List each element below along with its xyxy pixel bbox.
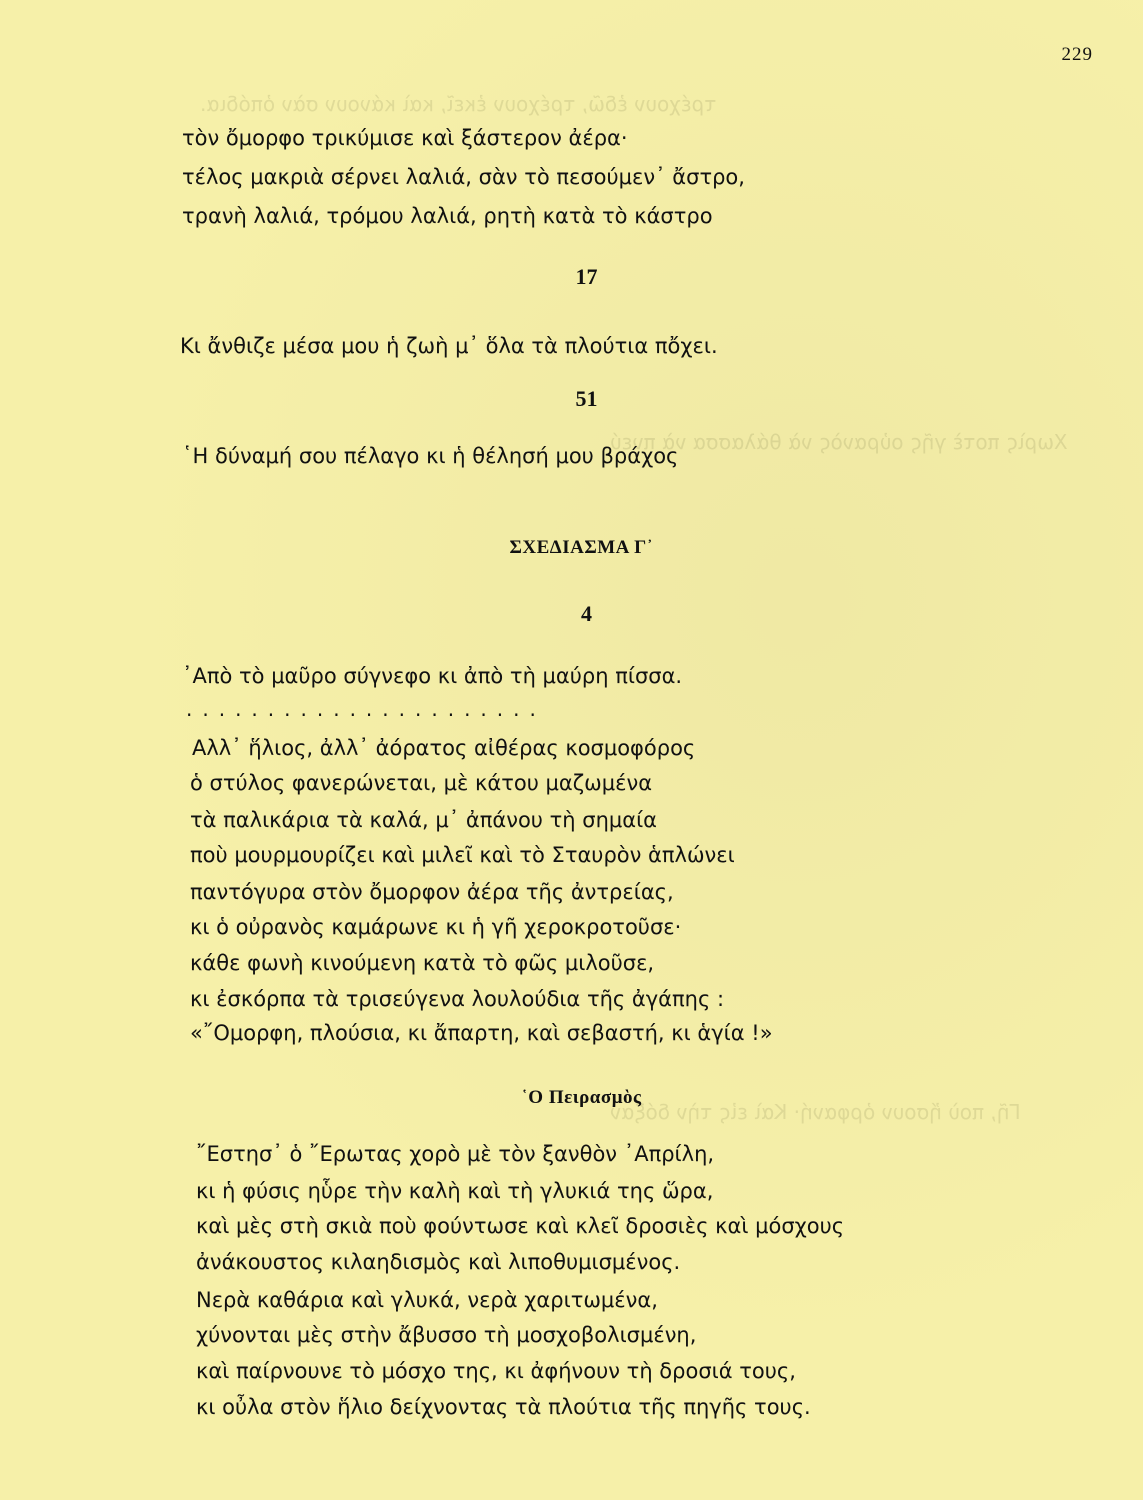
- verse-line: ἀνάκουστος κιλαηδισμὸς καὶ λιποθυμισμένος.: [196, 1250, 681, 1274]
- show-through-decoration: Χωρὶς ποτὲ γῆς οὐρανὸς νὰ θάλασσα νὰ πνεύ: [610, 430, 1068, 454]
- verse-line: κι ἡ φύσις ηὗρε τὴν καλὴ καὶ τὴ γλυκιά της ὥρα,: [196, 1179, 714, 1203]
- verse-line: κάθε φωνὴ κινούμενη κατὰ τὸ φῶς μιλοῦσε,: [190, 951, 655, 975]
- verse-line: κι ὁ οὐρανὸς καμάρωνε κι ἡ γῆ χεροκροτοῦσε·: [190, 915, 682, 939]
- verse-line: ῎Εστησ᾽ ὁ ῎Ερωτας χορὸ μὲ τὸν ξανθὸν ᾽Απρίλη,: [196, 1142, 715, 1166]
- verse-line: ῾Η δύναμή σου πέλαγο κι ἡ θέλησή μου βράχος: [182, 444, 679, 468]
- verse-line: τέλος μακριὰ σέρνει λαλιά, σὰν τὸ πεσούμεν᾽ ἄστρο,: [182, 165, 745, 189]
- poem-title: ῾Ο Πειρασμὸς: [521, 1087, 642, 1108]
- fragment-number: 51: [575, 386, 598, 411]
- fragment-number: 4: [581, 601, 592, 626]
- page-number: 229: [1061, 44, 1093, 65]
- ellipsis-dots: ......................: [186, 697, 546, 721]
- verse-line: κι οὖλα στὸν ἥλιο δείχνοντας τὰ πλούτια τῆς πηγῆς τους.: [196, 1395, 811, 1419]
- verse-line: ποὺ μουρμουρίζει καὶ μιλεῖ καὶ τὸ Σταυρὸν ἁπλώνει: [190, 843, 735, 867]
- show-through-decoration: τρέχουν ἐδῶ, τρέχουν ἐκεῖ, καὶ κάνουν σὰν ὀπόδια.: [200, 92, 717, 116]
- verse-line: παντόγυρα στὸν ὄμορφον ἀέρα τῆς ἀντρείας,: [190, 880, 674, 904]
- verse-line: ᾽Απὸ τὸ μαῦρο σύγνεφο κι ἀπὸ τὴ μαύρη πίσσα.: [182, 664, 683, 688]
- show-through-decoration: Γῆ, ποὺ ἤσουν ὀρφανή· Καὶ εἰς τὴν δόξαν: [610, 1100, 1021, 1124]
- section-heading: ΣΧΕΔΙΑΣΜΑ Γ᾽: [509, 537, 654, 558]
- verse-line: «῎Ομορφη, πλούσια, κι ἄπαρτη, καὶ σεβαστή, κι ἁγία !»: [190, 1021, 773, 1045]
- verse-line: κι ἐσκόρπα τὰ τρισεύγενα λουλούδια τῆς ἀγάπης :: [190, 987, 725, 1011]
- fragment-number: 17: [575, 264, 598, 289]
- verse-line: τρανὴ λαλιά, τρόμου λαλιά, ρητὴ κατὰ τὸ κάστρο: [182, 204, 713, 228]
- verse-line: Κι ἄνθιζε μέσα μου ἡ ζωὴ μ᾽ ὅλα τὰ πλούτια πὄχει.: [180, 334, 718, 358]
- verse-line: Νερὰ καθάρια καὶ γλυκά, νερὰ χαριτωμένα,: [196, 1288, 658, 1312]
- verse-line: καὶ μὲς στὴ σκιὰ ποὺ φούντωσε καὶ κλεῖ δροσιὲς καὶ μόσχους: [196, 1214, 845, 1238]
- verse-line: ὁ στύλος φανερώνεται, μὲ κάτου μαζωμένα: [190, 771, 653, 795]
- verse-line: τὸν ὄμορφο τρικύμισε καὶ ξάστερον ἀέρα·: [182, 126, 628, 150]
- verse-line: τὰ παλικάρια τὰ καλά, μ᾽ ἀπάνου τὴ σημαία: [190, 808, 658, 832]
- verse-line: καὶ παίρνουνε τὸ μόσχο της, κι ἀφήνουν τὴ δροσιά τους,: [196, 1359, 796, 1383]
- verse-line: χύνονται μὲς στὴν ἄβυσσο τὴ μοσχοβολισμένη,: [196, 1323, 697, 1347]
- verse-line: Αλλ᾽ ἥλιος, ἀλλ᾽ ἀόρατος αἰθέρας κοσμοφόρος: [192, 736, 696, 760]
